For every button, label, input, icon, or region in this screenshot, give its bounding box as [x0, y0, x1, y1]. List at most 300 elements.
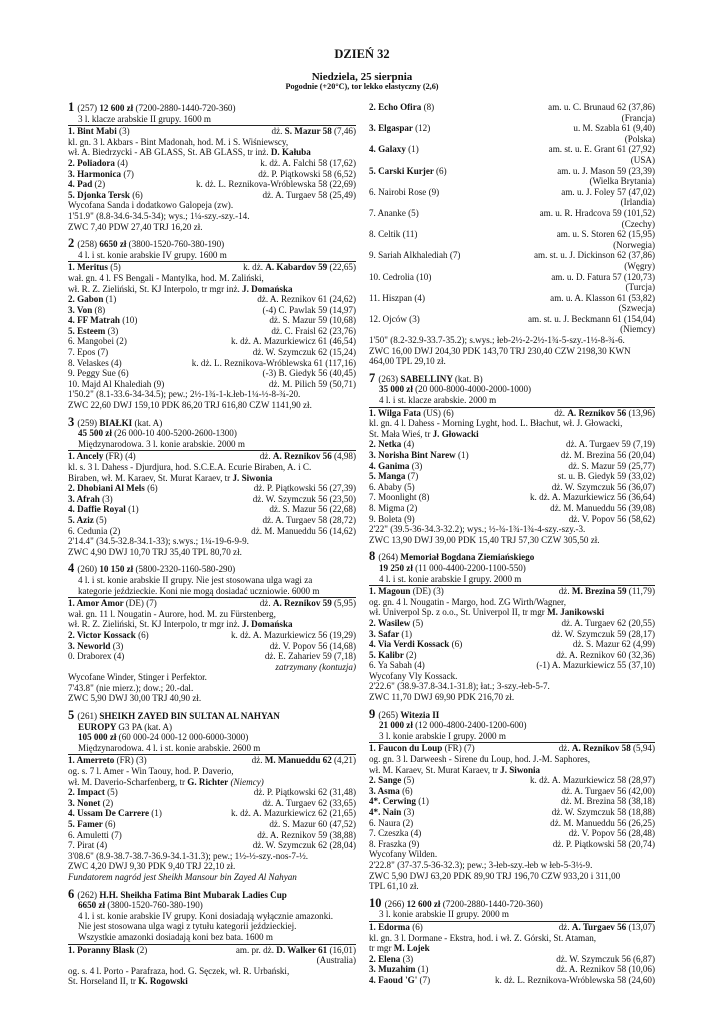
race-block [369, 706, 655, 892]
runner-start: (11) [402, 229, 418, 240]
runner-note: zatrzymany (kontuzja) [275, 661, 356, 672]
race-prize: 35 000 zł [379, 384, 416, 395]
runner-horse: 8. Velaskes [68, 357, 112, 368]
winner-info: wł. M. Daverio-Scharfenberg, tr G. Richter (Niemcy) [68, 776, 264, 787]
winner-jockey-name: M. Brezina 59 [571, 586, 627, 597]
runner-jockey: dż. W. Szymczuk 56 (6,87) [556, 953, 655, 964]
runner-name [68, 830, 122, 841]
runner-start: (4) [410, 828, 422, 839]
runner-jockey: dż. S. Mazur 56 (22,68) [269, 504, 356, 515]
race-number: 5 [68, 708, 78, 723]
race-name: Witezia II [400, 709, 440, 720]
runner-name [369, 629, 412, 640]
runner-row [68, 808, 356, 819]
runner-start: (5) [404, 481, 415, 492]
runner-horse: 6. Nairobi Rose [369, 186, 429, 197]
winner-info: wł. M. Karaev, St. Murat Karaev, tr J. Siwonia [369, 764, 541, 775]
right-column [369, 102, 655, 992]
runner-row [369, 471, 655, 482]
trainer-country: (Niemcy) [228, 776, 264, 787]
runner-horse: 5. Carski Kurjer [369, 165, 437, 176]
runner-horse: 6. Ababy [369, 481, 405, 492]
race-result-line: ZWC 4,20 DWJ 9,30 PDK 9,40 TRJ 22,10 zł. [68, 861, 236, 872]
runner-row [369, 187, 655, 198]
runner-start: (3) [107, 325, 119, 336]
runner-jockey: am. u. S. Storen 62 (15,95) [556, 229, 655, 240]
runner-name [369, 660, 425, 671]
race-heading [68, 238, 356, 250]
winner-start: (DE) (3) [412, 586, 444, 597]
runner-name [68, 630, 149, 641]
winner-start: (FR) (4) [105, 451, 136, 462]
runner-start: (1) [417, 964, 429, 975]
race-split: (7200-2880-1440-720-360) [135, 103, 236, 113]
race-heading [68, 886, 356, 901]
runner-jockey: dż. A. Turgaev 58 (25,49) [262, 189, 356, 200]
winner-row [68, 262, 356, 273]
runner-row [369, 144, 655, 155]
runner-name [369, 775, 414, 786]
runner-start: (1) [128, 504, 139, 515]
runner-horse: 3. Muzahim [369, 964, 418, 975]
trainer-name: G. Richter [187, 776, 229, 787]
runner-start: (1) [105, 294, 117, 305]
race-result-line: 2'22.8" (37-37.5-36-32.3); pew.; 3-łeb-szy.-łeb w łeb-5-3½-9. [369, 859, 593, 870]
runner-jockey: dż. W. Szymczuk 59 (28,17) [551, 628, 655, 639]
runner-row [369, 450, 655, 461]
runner-start: (3) [112, 640, 124, 651]
runner-start: (3) [102, 493, 113, 504]
runner-horse: 7. Pirat [68, 840, 97, 851]
race-name: Memoriał Bogdana Ziemiańskiego [400, 552, 535, 563]
winner-name [369, 743, 475, 754]
runner-start: (4) [117, 157, 128, 168]
runner-name [68, 326, 118, 337]
runner-name [68, 315, 137, 326]
runner-row [68, 787, 356, 798]
race-number: 2 [68, 236, 78, 251]
runner-jockey: (-1) A. Mazurkiewicz 55 (37,10) [536, 660, 655, 671]
runner-row [68, 819, 356, 830]
race-category: (kat. A) [134, 417, 163, 428]
runner-name [68, 787, 118, 798]
race-block [68, 238, 356, 411]
runner-horse: 2. Wasilew [369, 617, 413, 628]
runner-horse: 3. Afrah [68, 493, 103, 504]
race-reg: (257) [77, 103, 100, 113]
runner-start: (6) [132, 189, 143, 200]
runner-name [369, 796, 429, 807]
runner-start: (1) [458, 450, 469, 460]
winner-info: og. gn. 4 l. Nougatin - Margo, hod. ZG Wirth/Wagner, [369, 596, 566, 607]
race-result-line: 2'22.6" (38.9-37.8-34.1-31.8); łat.; 3-szy.-łeb-5-7. [369, 681, 550, 692]
winner-row [369, 922, 655, 933]
runner-jockey: k. dż. A. Mazurkiewicz 61 (46,54) [230, 336, 356, 347]
runner-start: (1) [151, 808, 162, 819]
runner-row [68, 630, 356, 641]
runner-name [369, 208, 419, 219]
race-split: (26 000-10 400-5200-2600-1300) [114, 428, 237, 439]
race-prize-line [369, 720, 655, 731]
runner-name [369, 293, 425, 304]
runner-jockey: dż. A. Turgaev 56 (42,00) [561, 785, 655, 796]
runner-jockey: dż. S. Mazur 60 (47,52) [269, 819, 356, 829]
race-reg: (260) [77, 564, 100, 575]
runner-start: (8) [94, 304, 106, 315]
winner-jockey-name: A. Kabardov 59 [265, 262, 328, 273]
winner-horse: 1. Meritus [68, 262, 111, 273]
runner-jockey: dż. M. Manueddu 56 (14,62) [251, 525, 356, 536]
race-number: 9 [369, 706, 379, 721]
race-condition: Międzynarodowa. 4 l. i st. konie arabskie. 2600 m [78, 742, 261, 753]
runner-name [68, 294, 116, 305]
race-result-line: Wycofane Winder, Stinger i Perfektor. [68, 672, 207, 683]
runner-start: (2) [406, 502, 418, 513]
winner-info: kl. gn. 3 l. Akbars - Bint Madonah, hod. M. i S. Wiśniewscy, [68, 136, 289, 147]
winner-odds: (16,01) [327, 944, 356, 955]
winner-jockey [559, 586, 655, 597]
runner-name [369, 786, 413, 797]
race-result-line: Wycofany Vly Kossack. [369, 670, 458, 681]
runner-row [68, 169, 356, 180]
winner-row [369, 408, 655, 419]
race-split: (3800-1520-760-380-190) [107, 900, 203, 911]
race-block [369, 895, 655, 986]
runner-start: (2) [94, 179, 106, 190]
runner-name [68, 158, 128, 169]
race-result-line: ZWC 13,90 DWJ 39,00 PDK 15,40 TRJ 57,30 CZW 305,50 zł. [369, 534, 600, 545]
runner-row [369, 229, 655, 240]
runner-country: (Francja) [621, 112, 655, 123]
winner-info: St. Horseland II, tr K. Rogowski [68, 976, 188, 987]
runner-jockey: k. dż. L. Reznikova-Wróblewska 58 (24,60) [495, 974, 655, 985]
runner-horse: 4. Ussam De Carrere [68, 808, 152, 819]
race-result-line: ZWC 16,00 DWJ 204,30 PDK 143,70 TRJ 230,40 CZW 2198,30 KWN [369, 345, 631, 356]
runner-start: (2) [102, 797, 114, 808]
runner-row [369, 123, 655, 134]
runner-row [369, 954, 655, 965]
winner-row [369, 586, 655, 597]
runner-horse: 6. Naura [369, 817, 403, 828]
runner-start: (7) [449, 250, 461, 261]
runner-jockey: k. dż. L. Reznikova-Wróblewska 58 (22,69) [196, 179, 356, 190]
runner-start: (4) [414, 292, 425, 303]
runner-jockey: am. u. R. Hradcova 59 (101,52) [539, 207, 655, 218]
runner-start: (2) [405, 649, 417, 660]
race-prize: 6650 zł [78, 900, 108, 911]
runner-jockey: dż. A. Turgaev 62 (20,55) [561, 617, 655, 628]
winner-info: Biraben, wł. M. Karaev, St. Murat Karaev, tr J. Siwonia [68, 472, 273, 483]
runner-row [369, 629, 655, 640]
runner-horse: 9. Boleta [369, 513, 405, 524]
race-result-line: ZWC 4,90 DWJ 10,70 TRJ 35,40 TPL 80,70 zł. [68, 546, 242, 557]
race-name-cont: EUROPY [78, 721, 119, 732]
winner-start: (6) [412, 921, 423, 932]
race-category: (kat. B) [454, 373, 483, 384]
race-condition: 4 l. i st. konie arabskie IV grupy. Koni dosiadają wyłącznie amazonki. [78, 910, 334, 921]
race-block [369, 551, 655, 702]
race-name: BIAŁKI [99, 417, 135, 428]
runner-start: (9) [153, 378, 165, 389]
winner-name [68, 451, 136, 462]
winner-jockey [260, 598, 356, 609]
runner-horse: 5. Aziz [68, 514, 97, 525]
runner-start: (12) [415, 123, 431, 134]
runner-name [369, 482, 415, 493]
runner-name [369, 439, 414, 450]
runner-name [68, 808, 162, 819]
race-split: (20 000-8000-4000-2000-1000) [415, 384, 532, 395]
winner-info: wł. A. Biedrzycki - AB GLASS, St. AB GLASS, tr inż. D. Kałuba [68, 147, 311, 158]
race-prize: 19 250 zł [379, 562, 416, 573]
trainer-name: K. Rogowski [138, 976, 188, 987]
runner-horse: 6. Ya Sabah [369, 660, 415, 671]
runner-horse: 8. Migma [369, 502, 407, 513]
runner-row [369, 166, 655, 177]
runner-horse: 3. Nonet [68, 797, 103, 808]
runner-jockey: am. u. J. Mason 59 (23,39) [557, 165, 655, 176]
race-result-line: 1'50.2" (8.1-33.6-34-34.5); pew.; 2½-1¾-1-k.łeb-1¼-½-8-¾-20. [68, 389, 301, 400]
runner-jockey: k. dż. A. Mazurkiewicz 58 (28,97) [529, 775, 655, 786]
runner-row [68, 294, 356, 305]
race-prize-line [369, 563, 655, 574]
race-category: G3 PA (kat. A) [118, 721, 173, 732]
race-condition: Nie jest stosowana ulga wagi z tytułu kategorii jeździeckiej. [78, 921, 297, 932]
winner-start: (5) [110, 262, 121, 273]
race-result-line: Wycofana Sanda i dodatkowo Galopeja (zw). [68, 200, 234, 211]
winner-jockey [252, 755, 356, 766]
runner-country: (Niemcy) [620, 324, 655, 335]
runner-country: (Węgry) [624, 260, 655, 271]
runner-name [369, 450, 469, 461]
race-number: 1 [68, 100, 78, 114]
winner-name [68, 126, 130, 137]
winner-jockey-name: A. Reznikov 56 [567, 407, 627, 418]
runner-name [369, 102, 434, 113]
runner-horse: 10. Majd Al Khalediah [68, 378, 154, 389]
runner-jockey: dż. V. Popov 56 (14,68) [269, 640, 356, 651]
winner-info: og. s. 4 l. Porto - Parafraza, hod. G. Sęczek, wł. R. Urbański, [68, 965, 290, 976]
runner-name [68, 641, 123, 652]
runner-jockey: dż. A. Reznikov 58 (10,06) [556, 964, 655, 975]
runner-row [68, 336, 356, 347]
runner-start: (1) [401, 628, 413, 639]
runner-jockey: dż. W. Szymczuk 62 (28,04) [252, 840, 356, 851]
runner-jockey: dż. P. Piątkowski 62 (31,48) [253, 787, 356, 798]
runner-row [68, 358, 356, 369]
race-prize: 21 000 zł [379, 720, 416, 731]
runner-horse: 4. Galaxy [369, 144, 409, 155]
runner-country: (USA) [630, 154, 655, 165]
runner-jockey: dż. A. Reznikov 59 (38,88) [257, 829, 356, 840]
runner-row [68, 515, 356, 526]
runner-country: (Szwecja) [618, 303, 655, 314]
runner-horse: 2. Gabon [68, 294, 106, 305]
runner-horse: 3. Asma [369, 785, 403, 796]
runner-jockey: dż. W. Szymczuk 62 (15,24) [252, 347, 356, 358]
race-condition: Międzynarodowa. 3 l. konie arabskie. 2000 m [78, 438, 245, 449]
runner-horse: 7. Epos [68, 347, 98, 358]
runner-start: (4) [111, 357, 122, 368]
runner-start: (5) [408, 207, 419, 218]
runner-horse: 10. Cedrolia [369, 271, 417, 282]
runner-country: (Wielka Brytania) [589, 176, 655, 187]
sponsor-note: Fundatorem nagród jest Sheikh Mansour bin Zayed Al Nahyan [68, 871, 297, 882]
race-name-line2 [68, 722, 356, 733]
runner-row [369, 492, 655, 503]
winner-odds: (7,46) [331, 126, 356, 137]
runner-start: (1) [418, 796, 429, 807]
winner-info: wał. gn. 4 l. FS Bengali - Mantylka, hod. M. Zaliński, [68, 272, 264, 283]
runner-name [369, 807, 414, 818]
runner-horse: 5. Kalibr [369, 649, 406, 660]
race-block [68, 414, 356, 558]
runner-name [68, 819, 116, 830]
runner-jockey: dż. M. Brezina 56 (20,04) [560, 450, 655, 460]
winner-horse: 1. Edorma [369, 921, 413, 932]
winner-start: (FR) (3) [116, 755, 147, 766]
winner-horse: 1. Faucon du Loup [369, 743, 445, 754]
runner-horse: 3. Harmonica [68, 168, 124, 179]
runner-start: (5) [96, 514, 107, 525]
runner-row [369, 314, 655, 325]
runner-jockey: dż. V. Popov 56 (58,62) [568, 513, 655, 524]
race-condition: 3 l. klacze arabskie II grupy. 1600 m [78, 113, 211, 124]
runner-horse: 2. Echo Ofira [369, 102, 424, 112]
runner-horse: 9. Sariah Alkhalediah [369, 250, 450, 261]
race-block [369, 370, 655, 546]
race-number: 8 [369, 549, 379, 564]
winner-odds: (5,95) [331, 598, 356, 609]
runner-country: (Turcja) [625, 282, 655, 293]
race-prize: 45 500 zł [78, 428, 115, 439]
winner-start: (FR) (7) [444, 743, 475, 754]
winner-jockey-prefix: am. pr. dż. [235, 944, 277, 955]
race-reg: (263) [378, 373, 401, 384]
winner-start: (DE) (7) [125, 598, 157, 609]
trainer-name: M. Lojek [393, 943, 430, 954]
runner-horse: 2. Sange [369, 775, 404, 786]
runner-name [68, 840, 107, 851]
runner-jockey: dż. S. Mazur 62 (4,99) [572, 639, 655, 650]
winner-jockey-prefix: dż. [558, 921, 572, 932]
runner-jockey: (-3) B. Giedyk 56 (40,45) [262, 368, 356, 379]
runner-horse: 0. Draborex [68, 651, 114, 662]
winner-jockey-prefix: dż. [259, 598, 273, 609]
race-heading [369, 370, 655, 385]
race-prize: 6650 zł [99, 239, 129, 250]
race-number: 6 [68, 886, 78, 901]
runner-row [369, 503, 655, 514]
runner-name [68, 483, 158, 494]
winner-jockey-prefix: dż. [251, 755, 265, 766]
runner-jockey: (-4) C. Pawlak 59 (14,97) [262, 304, 356, 315]
runner-horse: 4. Ganima [369, 460, 412, 471]
runner-row [369, 786, 655, 797]
race-result-line: ZWC 5,90 DWJ 30,00 TRJ 40,90 zł. [68, 693, 202, 704]
runner-name [369, 818, 413, 829]
winner-jockey-name: A. Turgaev 56 [571, 921, 627, 932]
race-heading [369, 551, 655, 563]
runner-horse: 9. Peggy Sue [68, 368, 119, 379]
runner-start: (9) [404, 513, 415, 524]
race-number: 7 [369, 370, 379, 385]
winner-horse: 1. Amerreto [68, 755, 117, 766]
runner-country: (Norwegia) [613, 239, 655, 250]
runner-name [369, 123, 430, 134]
runner-horse: 3. Elgaspar [369, 123, 416, 134]
runner-start: (4) [96, 840, 108, 851]
runner-start: (7) [419, 974, 431, 985]
runner-start: (6) [147, 483, 158, 494]
winner-info: kl. s. 3 l. Dahess - Djurdjura, hod. S.C.E.A. Ecurie Biraben, A. i C. [68, 462, 312, 472]
runner-name [369, 471, 418, 482]
runner-start: (8) [418, 492, 430, 503]
runner-name [369, 650, 417, 661]
runner-horse: 5. Manga [369, 471, 408, 482]
race-split: (12 000-4800-2400-1200-600) [415, 720, 527, 731]
winner-odds: (13,07) [626, 921, 655, 932]
runner-row [369, 775, 655, 786]
winner-name [68, 755, 147, 766]
race-block [68, 710, 356, 883]
runner-row [68, 326, 356, 337]
runner-name [369, 144, 419, 155]
runner-horse: 3. Safar [369, 628, 402, 639]
runner-row [369, 272, 655, 283]
runner-row [369, 964, 655, 975]
runner-start: (2) [116, 336, 127, 347]
winner-info: kl. gn. 3 l. Dormane - Ekstra, hod. i wł. Z. Górski, St. Ataman, [369, 932, 597, 943]
runner-jockey: k. dż. L. Reznikova-Wróblewska 61 (117,16) [191, 357, 356, 368]
winner-name [369, 922, 423, 933]
runner-jockey: am. u. J. Foley 57 (47,02) [561, 186, 655, 197]
runner-jockey: dż. S. Mazur 59 (10,68) [269, 315, 356, 326]
race-reg: (258) [77, 239, 100, 250]
race-condition: Wszystkie amazonki dosiadają koni bez bata. 1600 m [78, 931, 273, 942]
trainer-name: D. Kałuba [270, 147, 311, 158]
race-split: (5800-2320-1160-580-290) [135, 564, 236, 575]
runner-name [369, 461, 422, 472]
winner-horse: 1. Poranny Blask [68, 944, 137, 955]
runner-horse: 3. Norisha Bint Narew [369, 450, 459, 460]
runner-name [369, 492, 429, 503]
runner-jockey: dż. P. Piątkowski 58 (20,74) [552, 838, 655, 849]
runner-name [68, 494, 113, 505]
winner-jockey-prefix: dż. [554, 407, 568, 418]
race-condition: 3 l. konie arabskie II grupy. 2000 m [379, 909, 509, 920]
runner-row [68, 305, 356, 316]
winner-info: St. Mała Wieś, tr J. Głowacki [369, 428, 479, 439]
race-split: (60 000-24 000-12 000-6000-3000) [118, 732, 249, 743]
race-reg: (265) [378, 709, 401, 720]
runner-row [369, 482, 655, 493]
runner-start: (7) [111, 829, 122, 840]
runner-start: (6) [436, 165, 447, 176]
runner-horse: 2. Impact [68, 787, 108, 798]
winner-jockey-prefix: dż. [259, 451, 273, 462]
runner-horse: 6. Amuletti [68, 829, 112, 840]
weather-line: Pogodnie (+20°C), tor lekko elastyczny (2,6) [285, 82, 439, 91]
runner-row [369, 807, 655, 818]
runner-jockey: am. st. u. J. Beckmann 61 (154,04) [527, 313, 655, 324]
winner-info: kl. gn. 4 l. Dahess - Morning Lyght, hod. L. Błachut, wł. J. Głowacki, [369, 418, 623, 429]
winner-name [68, 262, 121, 273]
runner-name [68, 179, 105, 190]
winner-jockey-name: M. Manueddu 62 [264, 755, 332, 766]
winner-odds: (13,96) [626, 407, 655, 418]
runner-row [68, 190, 356, 201]
